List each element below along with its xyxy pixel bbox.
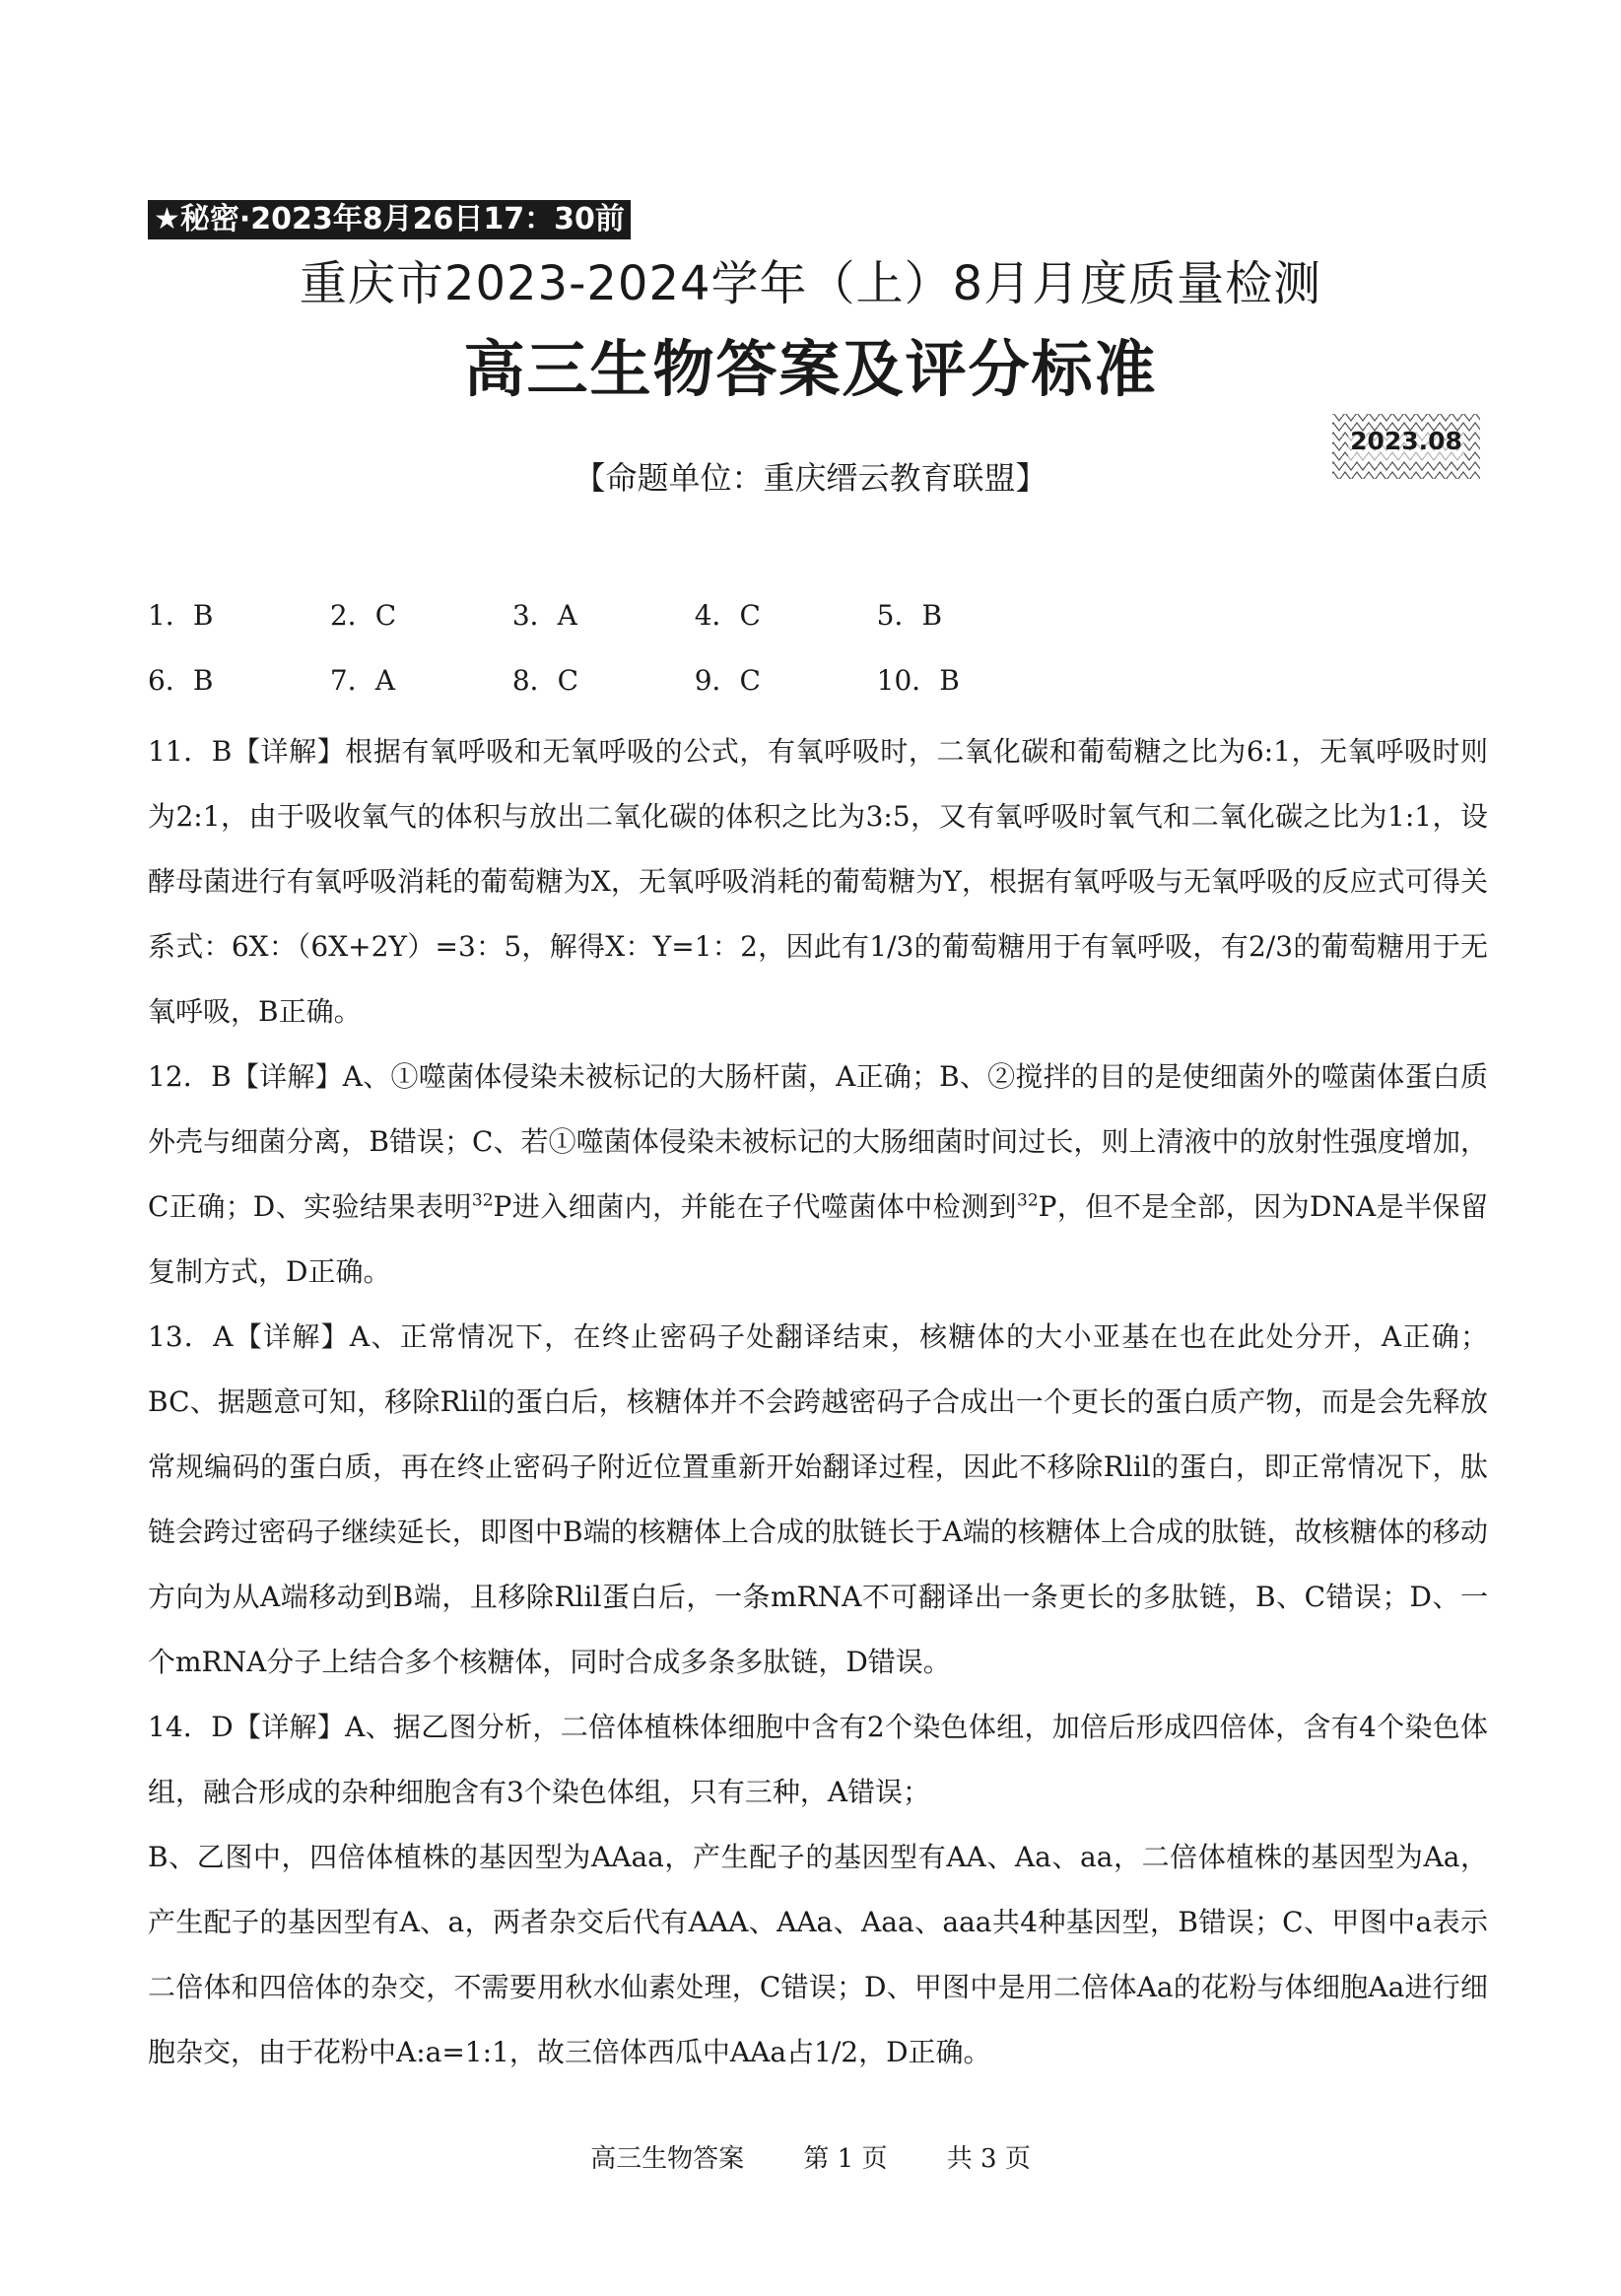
- footer-page-number: 第 1 页: [803, 2144, 888, 2174]
- answer-item: 9．C: [694, 664, 761, 697]
- confidential-label: ★秘密·2023年8月26日17：30前: [148, 200, 631, 239]
- q12-text-a: 12．B【详解】A、①噬菌体侵染未被标记的大肠杆菌，A正确；B、②搅拌的目的是使细菌外的噬菌体蛋白质外壳与细菌分离，B错误；C、若①噬菌体侵染未被标记的大肠细菌时间过长，则上清液中的放射性强度增加，C正确；D、实验结果表明: [148, 1060, 1488, 1223]
- footer-page-total: 共 3 页: [946, 2144, 1031, 2174]
- explanations: [148, 719, 1488, 2085]
- explanation-q14-part2: B、乙图中，四倍体植株的基因型为AAaa，产生配子的基因型有AA、Aa、aa，二倍体植株的基因型为Aa，产生配子的基因型有A、a，两者杂交后代有AAA、AAa、Aaa、aaa共4种基因型，B错误；C、甲图中a表示二倍体和四倍体的杂交，不需要用秋水仙素处理，C错误；D、甲图中是用二倍体Aa的花粉与体细胞Aa进行细胞杂交，由于花粉中A:a=1:1，故三倍体西瓜中AAa占1/2，D正确。: [148, 1841, 1488, 2068]
- answer-key: [148, 591, 1527, 721]
- answer-item: 10．B: [876, 664, 960, 697]
- q12-text-b: P进入细菌内，并能在子代噬菌体中检测到: [493, 1190, 1017, 1223]
- answer-item: 3．A: [511, 599, 577, 632]
- answer-item: 2．C: [329, 599, 397, 632]
- document-subtitle: 高三生物答案及评分标准: [463, 333, 1158, 405]
- q12-sup-1: 32: [471, 1190, 494, 1211]
- page-footer: [0, 2138, 1621, 2175]
- stamp-date: 2023.08: [1350, 427, 1462, 455]
- exam-title: 重庆市2023-2024学年（上）8月月度质量检测: [299, 256, 1322, 311]
- answer-item: 4．C: [694, 599, 761, 632]
- answer-row: [148, 656, 1527, 721]
- explanation-q12: [148, 1045, 1488, 1305]
- authoring-unit: 【命题单位：重庆缙云教育联盟】: [574, 459, 1047, 497]
- answer-item: 6．B: [148, 664, 214, 697]
- answer-row: [148, 591, 1527, 656]
- answer-item: 7．A: [329, 664, 395, 697]
- answer-item: 8．C: [511, 664, 579, 697]
- footer-doc-name: 高三生物答案: [590, 2144, 745, 2174]
- answer-item: 1．B: [148, 599, 214, 632]
- explanation-q13: 13．A【详解】A、正常情况下，在终止密码子处翻译结束，核糖体的大小亚基在也在此处分开，A正确；BC、据题意可知，移除Rlil的蛋白后，核糖体并不会跨越密码子合成出一个更长的蛋白质产物，而是会先释放常规编码的蛋白质，再在终止密码子附近位置重新开始翻译过程，因此不移除Rlil的蛋白，即正常情况下，肽链会跨过密码子继续延长，即图中B端的核糖体上合成的肽链长于A端的核糖体上合成的肽链，故核糖体的移动方向为从A端移动到B端，且移除Rlil蛋白后，一条mRNA不可翻译出一条更长的多肽链，B、C错误；D、一个mRNA分子上结合多个核糖体，同时合成多条多肽链，D错误。: [148, 1320, 1488, 1678]
- q12-sup-2: 32: [1017, 1190, 1039, 1211]
- explanation-q14-part1: 14．D【详解】A、据乙图分析，二倍体植株体细胞中含有2个染色体组，加倍后形成四倍体，含有4个染色体组，融合形成的杂种细胞含有3个染色体组，只有三种，A错误；: [148, 1711, 1488, 1808]
- answer-item: 5．B: [876, 599, 943, 632]
- q12-text-c: P，但不是全部，因为DNA是半保留复制方式，D正确。: [148, 1190, 1489, 1288]
- explanation-q11: 11．B【详解】根据有氧呼吸和无氧呼吸的公式，有氧呼吸时，二氧化碳和葡萄糖之比为6:1，无氧呼吸时则为2:1，由于吸收氧气的体积与放出二氧化碳的体积之比为3:5，又有氧呼吸时氧气和二氧化碳之比为1:1，设酵母菌进行有氧呼吸消耗的葡萄糖为X，无氧呼吸消耗的葡萄糖为Y，根据有氧呼吸与无氧呼吸的反应式可得关系式：6X：（6X+2Y）=3：5，解得X：Y=1：2，因此有1/3的葡萄糖用于有氧呼吸，有2/3的葡萄糖用于无氧呼吸，B正确。: [148, 735, 1488, 1028]
